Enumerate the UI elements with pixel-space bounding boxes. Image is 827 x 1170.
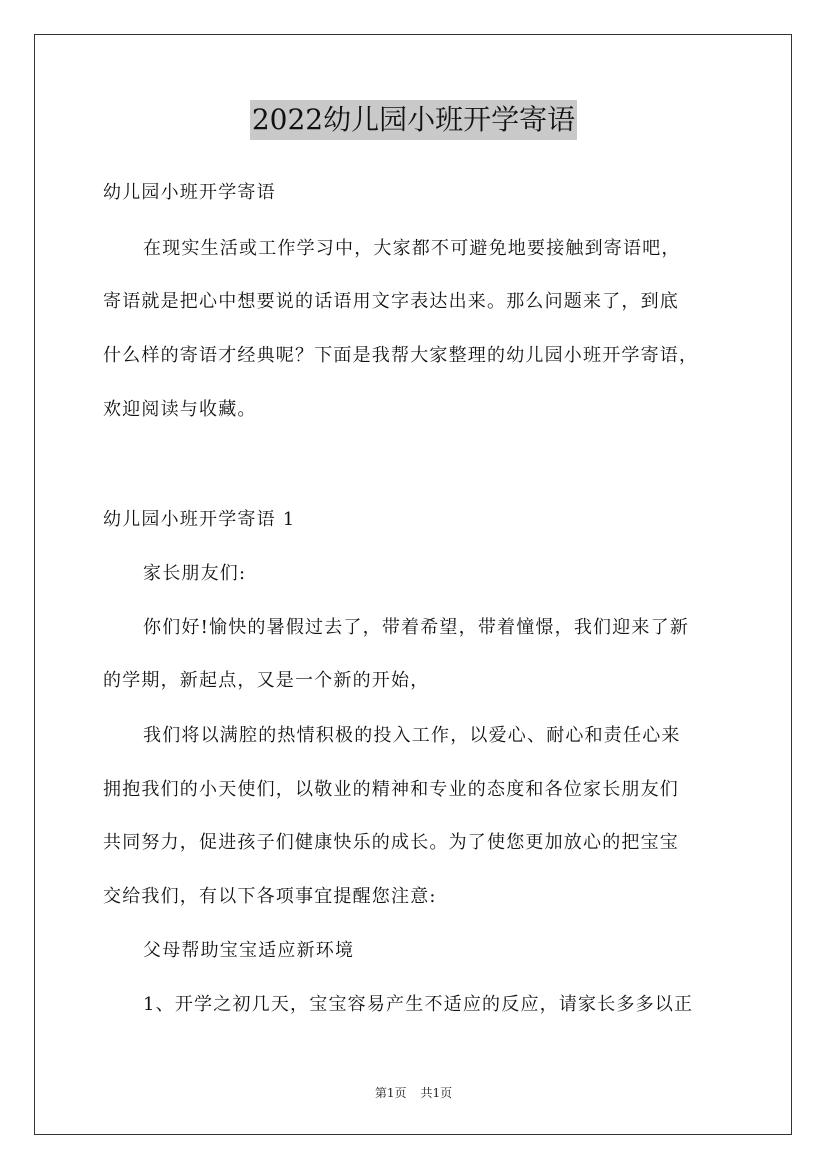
salutation-line: 家长朋友们: [143, 563, 247, 584]
body-line: 的学期，新起点，又是一个新的开始， [103, 670, 430, 691]
body-line: 交给我们，有以下各项事宜提醒您注意: [103, 886, 437, 907]
body-line: 共同努力，促进孩子们健康快乐的成长。为了使您更加放心的把宝宝 [103, 832, 679, 853]
body-line: 1、开学之初几天，宝宝容易产生不适应的反应，请家长多多以正 [143, 994, 694, 1015]
page-footer [0, 1085, 827, 1101]
body-line: 什么样的寄语才经典呢？下面是我帮大家整理的幼儿园小班开学寄语， [103, 345, 699, 366]
body-line: 在现实生活或工作学习中，大家都不可避免地要接触到寄语吧， [143, 238, 681, 259]
body-line: 寄语就是把心中想要说的话语用文字表达出来。那么问题来了，到底 [103, 291, 679, 312]
page-total: 共1页 [420, 1086, 453, 1100]
section-heading: 幼儿园小班开学寄语 1 [103, 509, 296, 530]
page-number: 第1页 [374, 1086, 407, 1100]
body-line: 拥抱我们的小天使们，以敬业的精神和专业的态度和各位家长朋友们 [103, 779, 679, 800]
body-line: 欢迎阅读与收藏。 [103, 399, 257, 420]
document-title: 2022幼儿园小班开学寄语 [250, 100, 577, 140]
title-container [0, 100, 827, 140]
body-line: 我们将以满腔的热情积极的投入工作，以爱心、耐心和责任心来 [143, 725, 681, 746]
body-line: 你们好!愉快的暑假过去了，带着希望，带着憧憬，我们迎来了新 [143, 617, 690, 638]
subheading-line: 父母帮助宝宝适应新环境 [143, 940, 355, 961]
subtitle-line: 幼儿园小班开学寄语 [103, 182, 276, 203]
